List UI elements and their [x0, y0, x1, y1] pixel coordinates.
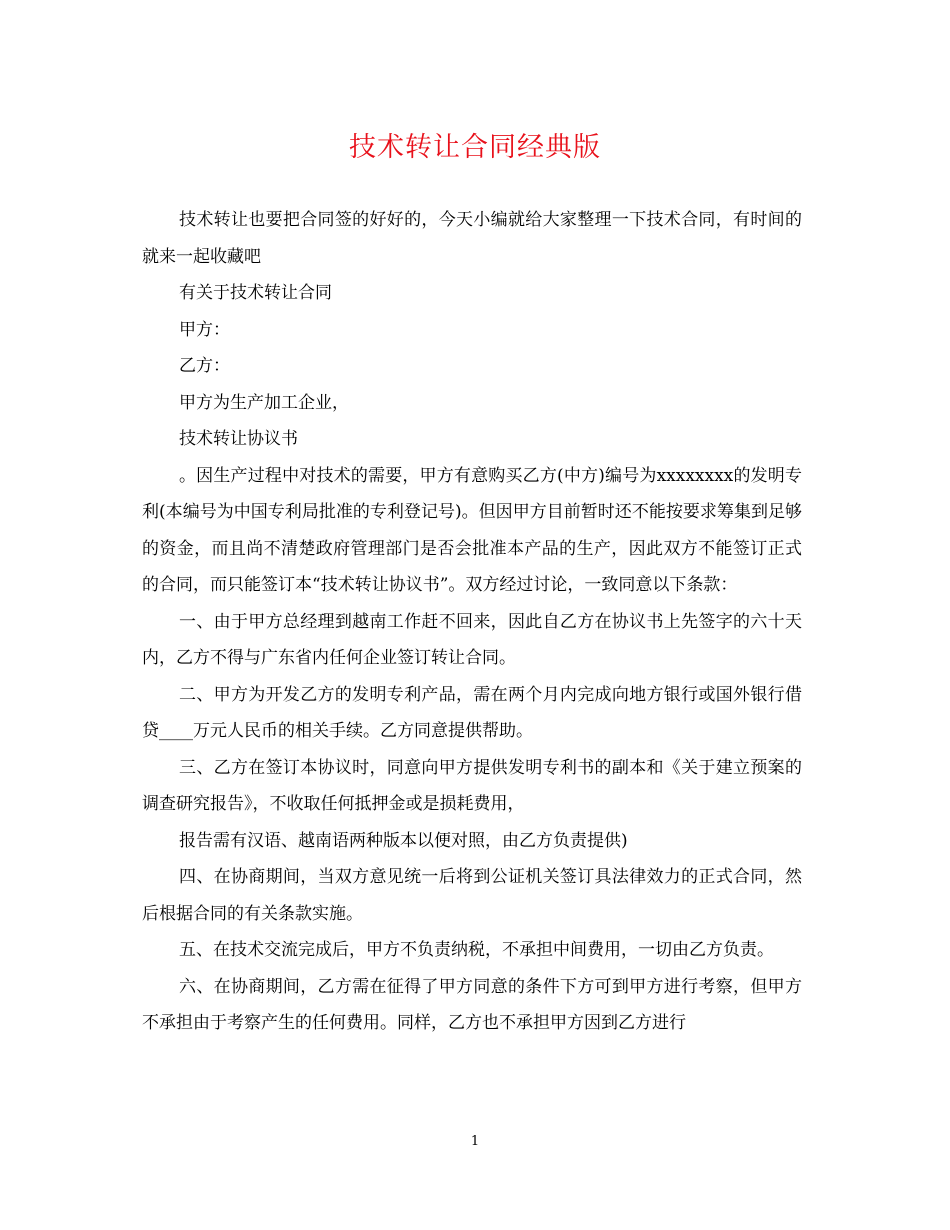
- paragraph-clause-3: 三、乙方在签订本协议时，同意向甲方提供发明专利书的副本和《关于建立预案的调查研究报告》，不收取任何抵押金或是损耗费用，: [142, 757, 802, 814]
- paragraph-clause-4: 四、在协商期间，当双方意见统一后将到公证机关签订具法律效力的正式合同，然后根据合同的有关条款实施。: [142, 867, 802, 924]
- paragraph-party-b: 乙方：: [179, 356, 230, 376]
- paragraph-clause-1: 一、由于甲方总经理到越南工作赶不回来，因此自乙方在协议书上先签字的六十天内，乙方不得与广东省内任何企业签订转让合同。: [142, 611, 802, 668]
- document-body: [142, 202, 802, 1042]
- paragraph-clause-5: 五、在技术交流完成后，甲方不负责纳税，不承担中间费用，一切由乙方负责。: [179, 940, 774, 960]
- paragraph-preamble: 。因生产过程中对技术的需要，甲方有意购买乙方(中方)编号为xxxxxxxx的发明专利(本编号为中国专利局批准的专利登记号)。但因甲方目前暂时还不能按要求筹集到足够的资金，而且尚不清楚政府管理部门是否会批准本产品的生产，因此双方不能签订正式的合同，而只能签订本“技术转让协议书”。双方经过讨论，一致同意以下条款：: [142, 465, 802, 595]
- document-title: 技术转让合同经典版: [349, 132, 601, 163]
- paragraph-heading: 有关于技术转让合同: [179, 283, 332, 303]
- page-number: 1: [470, 1134, 480, 1149]
- paragraph-clause-2: 二、甲方为开发乙方的发明专利产品，需在两个月内完成向地方银行或国外银行借贷____万元人民币的相关手续。乙方同意提供帮助。: [142, 684, 802, 741]
- paragraph-clause-6: 六、在协商期间，乙方需在征得了甲方同意的条件下方可到甲方进行考察，但甲方不承担由于考察产生的任何费用。同样，乙方也不承担甲方因到乙方进行: [142, 976, 802, 1033]
- paragraph-party-a: 甲方：: [179, 319, 230, 340]
- paragraph-party-a-desc: 甲方为生产加工企业，: [179, 392, 349, 413]
- paragraph-intro: 技术转让也要把合同签的好好的，今天小编就给大家整理一下技术合同，有时间的就来一起收藏吧: [142, 210, 802, 267]
- paragraph-agreement-title: 技术转让协议书: [179, 429, 298, 449]
- paragraph-clause-3-note: 报告需有汉语、越南语两种版本以便对照，由乙方负责提供): [179, 830, 628, 851]
